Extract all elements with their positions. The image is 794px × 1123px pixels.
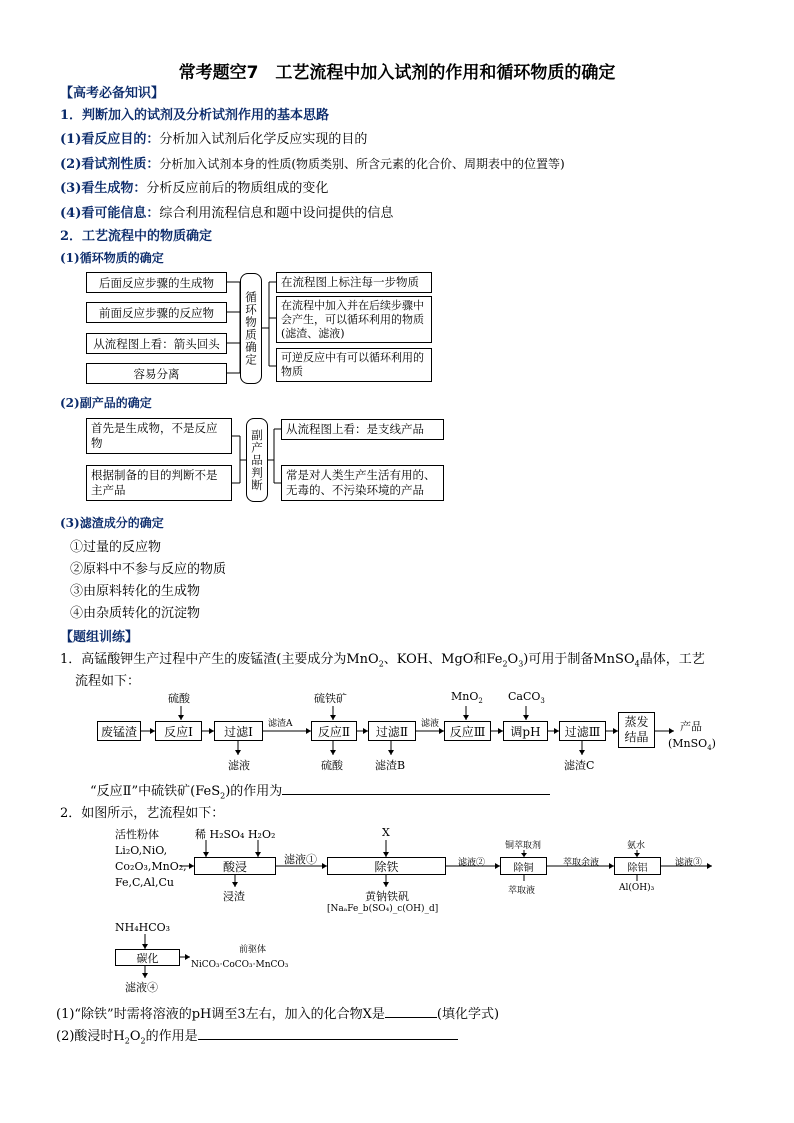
heading-2: 2．工艺流程中的物质确定 <box>60 229 213 244</box>
q1-acid-1: 硫酸 <box>168 692 190 705</box>
q1-product: 产品 <box>680 720 702 733</box>
q2-precursor: 前驱体 <box>239 945 267 955</box>
q1-filter-1: 过滤Ⅰ <box>214 721 263 741</box>
q2-filtrate-3: 滤液③ <box>675 858 703 868</box>
q1-filtrate-2: 滤液 <box>421 719 440 729</box>
byproduct-heading: (2)副产品的确定 <box>60 396 152 410</box>
byproduct-left-2: 根据制备的目的判断不是主产品 <box>86 465 232 501</box>
cycle-heading: (1)循环物质的确定 <box>60 251 164 265</box>
point-2: (2)看试剂性质：分析加入试剂本身的性质(物质类别、所含元素的化合价、周期表中的位置等) <box>60 157 565 172</box>
q2-leach-residue: 浸渣 <box>223 890 245 903</box>
q2-text: 2．如图所示，艺流程如下： <box>60 806 225 821</box>
cycle-left-4: 容易分离 <box>86 363 227 384</box>
heading-1: 1．判断加入的试剂及分析试剂作用的基本思路 <box>60 108 330 123</box>
q2-precursor-formula: NiCO₃·CoCO₃·MnCO₃ <box>191 960 289 970</box>
q2-sub-question-2: (2)酸浸时$H_2O_2$的作用是 <box>56 1025 458 1046</box>
q2-nh4hco3: NH₄HCO₃ <box>115 921 171 934</box>
q2-extract-liquid: 萃取液 <box>508 886 536 896</box>
q1-question: “反应Ⅱ”中硫铁矿(FeS$_2$)的作用为 <box>90 780 550 801</box>
byproduct-center: 副产品判断 <box>246 418 268 502</box>
q1-residue-c: 滤渣C <box>564 759 595 772</box>
q2-raw-material: 活性粉体 Li₂O,NiO, Co₂O₃,MnO₂, Fe,C,Al,Cu <box>115 828 187 889</box>
point-1: (1)看反应目的：分析加入试剂后化学反应实现的目的 <box>60 132 368 147</box>
cycle-right-1: 在流程图上标注每一步物质 <box>276 272 432 293</box>
residue-item-3: ③由原料转化的生成物 <box>70 584 201 599</box>
q1-reaction-2: 反应Ⅱ <box>311 721 357 741</box>
q2-raffinate: 萃取余液 <box>563 858 600 868</box>
q2-filtrate-2: 滤液② <box>458 858 486 868</box>
q1-acid-2: 硫酸 <box>321 759 343 772</box>
q2-sub-question-1: (1)“除铁”时需将溶液的pH调至3左右，加入的化合物X是 (填化学式) <box>56 1003 499 1022</box>
q2-cu-extractant: 铜萃取剂 <box>505 841 542 851</box>
q1-reaction-1: 反应Ⅰ <box>155 721 202 741</box>
byproduct-right-2: 常是对人类生产生活有用的、无毒的、不污染环境的产品 <box>281 465 444 501</box>
q1-filter-3: 过滤Ⅲ <box>559 721 606 741</box>
q2-reagents: 稀 H₂SO₄ H₂O₂ <box>195 828 276 841</box>
cycle-left-1: 后面反应步骤的生成物 <box>86 272 227 293</box>
q2-aloh3: Al(OH)₃ <box>619 883 655 893</box>
q2-carbonize-box: 碳化 <box>115 949 180 966</box>
residue-item-2: ②原料中不参与反应的物质 <box>70 562 227 577</box>
q1-answer-blank[interactable] <box>282 781 550 795</box>
cycle-left-3: 从流程图上看：箭头回头 <box>86 333 227 354</box>
q1-evaporate-box: 蒸发结晶 <box>618 712 655 748</box>
byproduct-right-1: 从流程图上看：是支线产品 <box>281 419 444 440</box>
q1-residue-b: 滤渣B <box>375 759 406 772</box>
q2-remove-al-box: 除铝 <box>614 857 661 875</box>
q1-filtrate-1: 滤液 <box>228 759 250 772</box>
q2-leach-box: 酸浸 <box>194 857 276 875</box>
q1-mno2: MnO$_2$ <box>451 690 483 706</box>
q1-filter-2: 过滤Ⅱ <box>368 721 416 741</box>
q2-answer-blank-1[interactable] <box>385 1004 437 1018</box>
byproduct-left-1: 首先是生成物，不是反应物 <box>86 418 232 454</box>
q2-remove-cu-box: 除铜 <box>500 857 547 875</box>
q2-x: X <box>382 826 390 839</box>
section-knowledge-heading: 【高考必备知识】 <box>60 86 165 101</box>
q1-residue-a: 滤渣A <box>268 719 293 729</box>
q1-text-line2: 流程如下： <box>75 674 141 689</box>
cycle-center: 循环物质确定 <box>240 273 262 384</box>
q1-reaction-3: 反应Ⅲ <box>444 721 491 741</box>
section-practice-heading: 【题组训练】 <box>60 630 139 645</box>
page-title: 常考题空7 工艺流程中加入试剂的作用和循环物质的确定 <box>178 63 616 83</box>
cycle-right-3: 可逆反应中有可以循环利用的物质 <box>276 348 432 382</box>
q2-jarosite: 黄钠铁矾 <box>365 890 409 903</box>
residue-item-1: ①过量的反应物 <box>70 540 162 555</box>
residue-item-4: ④由杂质转化的沉淀物 <box>70 606 201 621</box>
q1-text: 1．高锰酸钾生产过程中产生的废锰渣(主要成分为MnO$_2$、KOH、MgO和$Fe_2O_3$)可用于制备MnSO$_4$晶体，工艺 <box>60 652 705 669</box>
residue-heading: (3)滤渣成分的确定 <box>60 516 164 530</box>
q1-product-formula: (MnSO$_4$) <box>668 737 716 753</box>
q2-filtrate-1: 滤液① <box>284 853 317 866</box>
q1-caco3: CaCO$_3$ <box>508 690 545 706</box>
q1-adjust-ph: 调pH <box>503 721 548 741</box>
point-3: (3)看生成物：分析反应前后的物质组成的变化 <box>60 181 329 196</box>
cycle-right-2: 在流程中加入并在后续步骤中会产生，可以循环利用的物质(滤渣、滤液) <box>276 296 432 343</box>
q1-pyrite: 硫铁矿 <box>314 692 347 705</box>
q2-remove-fe-box: 除铁 <box>327 857 446 875</box>
q2-answer-blank-2[interactable] <box>198 1026 458 1040</box>
cycle-left-2: 前面反应步骤的反应物 <box>86 302 227 323</box>
q1-start-box: 废锰渣 <box>97 721 141 741</box>
q2-ammonia: 氨水 <box>627 841 646 851</box>
q2-jarosite-formula: [NaₐFe_b(SO₄)_c(OH)_d] <box>327 904 439 914</box>
point-4: (4)看可能信息：综合利用流程信息和题中设问提供的信息 <box>60 206 394 221</box>
q2-filtrate-4: 滤液④ <box>125 981 158 994</box>
